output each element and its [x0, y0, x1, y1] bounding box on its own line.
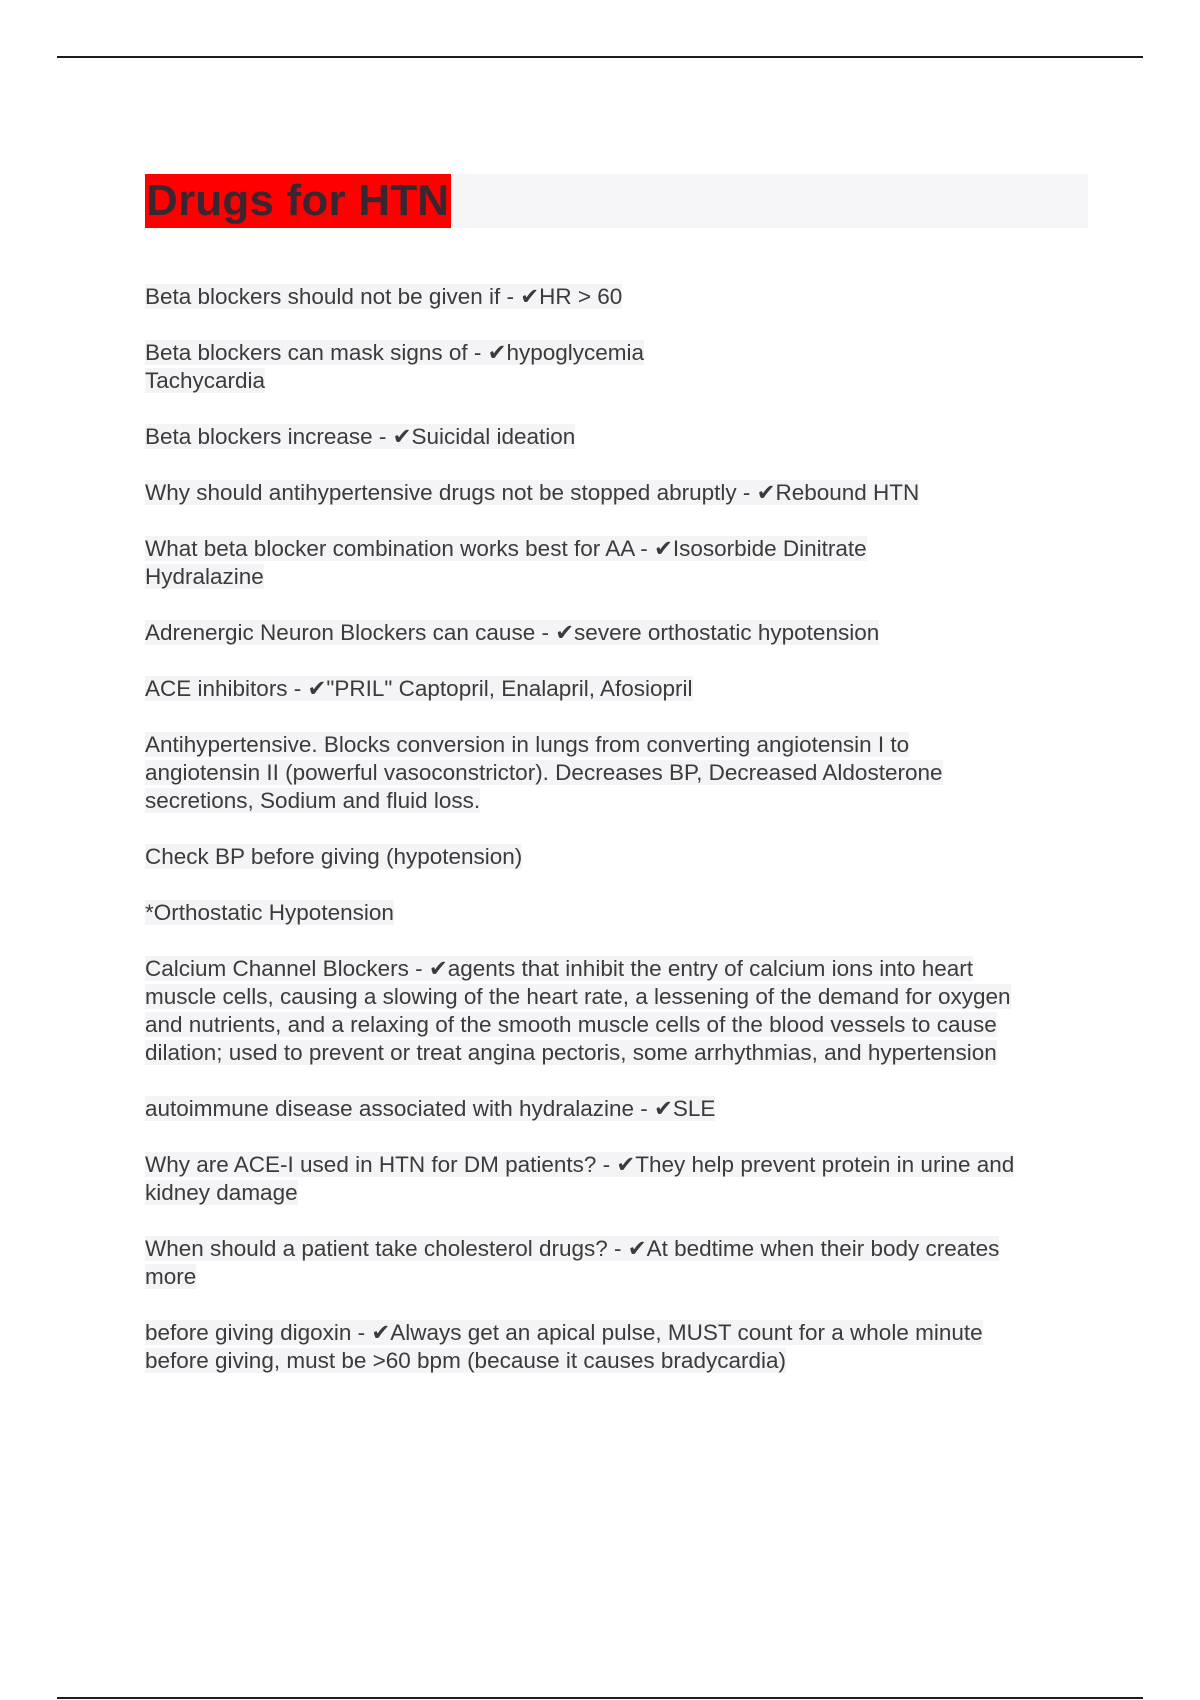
paragraph-6: Adrenergic Neuron Blockers can cause - ✔severe orthostatic hypotension — [145, 620, 880, 645]
paragraph-5: What beta blocker combination works best for AA - ✔Isosorbide Dinitrate Hydralazine — [145, 536, 867, 589]
paragraph-14: When should a patient take cholesterol drugs? - ✔At bedtime when their body creates more — [145, 1236, 1000, 1289]
paragraph-15: before giving digoxin - ✔Always get an apical pulse, MUST count for a whole minute before giving, must be >60 bpm (because it causes bradycardia) — [145, 1320, 983, 1373]
bottom-rule — [57, 1697, 1143, 1699]
paragraph-1: Beta blockers should not be given if - ✔HR > 60 — [145, 284, 623, 309]
paragraph-10: *Orthostatic Hypotension — [145, 900, 394, 925]
paragraph-13: Why are ACE-I used in HTN for DM patients? - ✔They help prevent protein in urine and kidney damage — [145, 1152, 1015, 1205]
top-rule — [57, 56, 1143, 58]
paragraph-8: Antihypertensive. Blocks conversion in lungs from converting angiotensin I to angiotensin II (powerful vasoconstrictor). Decreases BP, Decreased Aldosterone secretions, Sodium and fluid loss. — [145, 732, 943, 813]
paragraph-2: Beta blockers can mask signs of - ✔hypoglycemia Tachycardia — [145, 340, 645, 393]
paragraph-9: Check BP before giving (hypotension) — [145, 844, 523, 869]
paragraph-11: Calcium Channel Blockers - ✔agents that inhibit the entry of calcium ions into heart muscle cells, causing a slowing of the heart rate, a lessening of the demand for oxygen and nutrients, and a relaxing of the smooth muscle cells of the blood vessels to cause dilation; used to prevent or treat angina pectoris, some arrhythmias, and hypertension — [145, 956, 1011, 1065]
page-title: Drugs for HTN — [145, 174, 451, 228]
paragraph-4: Why should antihypertensive drugs not be stopped abruptly - ✔Rebound HTN — [145, 480, 920, 505]
paragraph-7: ACE inhibitors - ✔"PRIL" Captopril, Enalapril, Afosiopril — [145, 676, 693, 701]
document-body — [145, 283, 1100, 1403]
paragraph-3: Beta blockers increase - ✔Suicidal ideation — [145, 424, 576, 449]
paragraph-12: autoimmune disease associated with hydralazine - ✔SLE — [145, 1096, 716, 1121]
